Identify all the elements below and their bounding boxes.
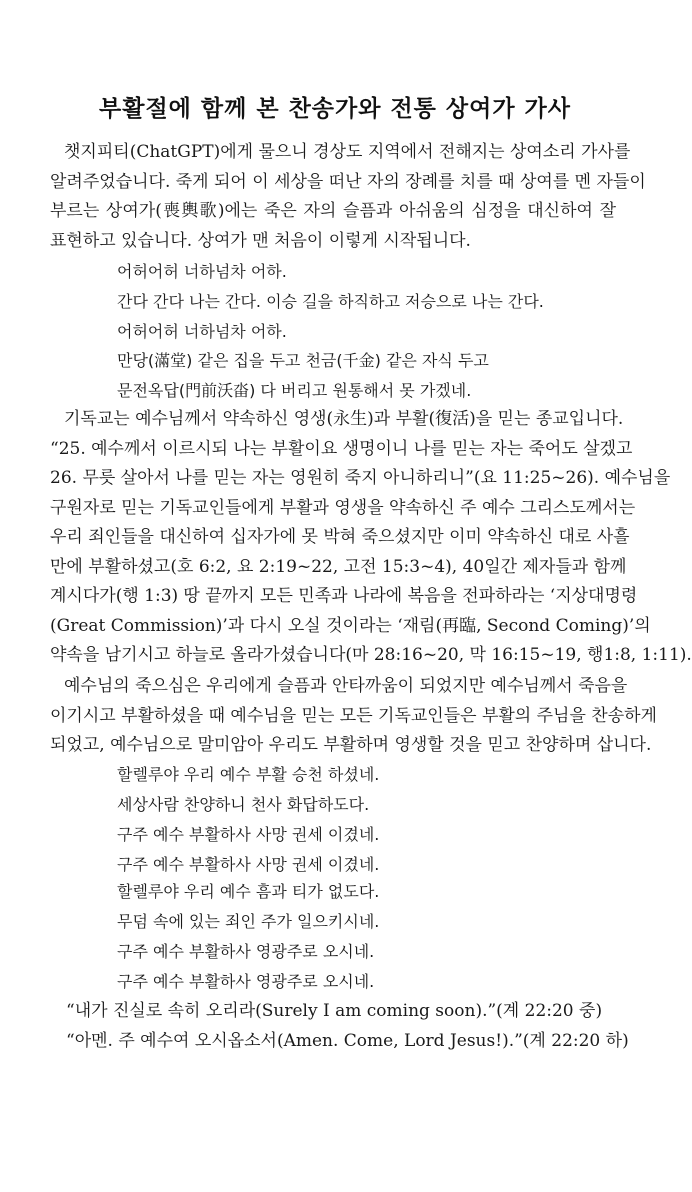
text-line: 알려주었습니다. 죽게 되어 이 세상을 떠난 자의 장례를 치를 때 상여를 멘 자들이: [50, 171, 646, 192]
hymn-verse-2: [117, 877, 617, 997]
bible-quotes: [66, 996, 629, 1056]
text-line: 부르는 상여가(喪輿歌)에는 죽은 자의 슬픔과 아쉬움의 심정을 대신하여 잘: [50, 201, 616, 221]
verse-line: 간다 간다 나는 간다. 이승 길을 하직하고 저승으로 나는 간다.: [117, 292, 544, 311]
verse-line: 만당(滿堂) 같은 집을 두고 천금(千金) 같은 자식 두고: [117, 351, 489, 370]
verse-line: 어허어허 너하넘차 어하.: [117, 262, 287, 281]
verse-line: 구주 예수 부활하사 영광주로 오시네.: [117, 972, 375, 991]
text-line: 되었고, 예수님으로 말미암아 우리도 부활하며 영생할 것을 믿고 찬양하며 삽니다.: [50, 735, 652, 755]
verse-line: 할렐루야 우리 예수 부활 승천 하셨네.: [117, 765, 380, 784]
text-line: 구원자로 믿는 기독교인들에게 부활과 영생을 약속하신 주 예수 그리스도께서는: [50, 497, 636, 518]
verse-line: 어허어허 너하넘차 어하.: [117, 322, 287, 341]
verse-line: 무덤 속에 있는 죄인 주가 일으키시네.: [117, 912, 380, 931]
text-line: “25. 예수께서 이르시되 나는 부활이요 생명이니 나를 믿는 자는 죽어도 살겠고: [50, 438, 633, 459]
intro-paragraph: [50, 138, 646, 256]
text-line: 약속을 남기시고 하늘로 올라가셨습니다(마 28:16~20, 막 16:15~19, 행1:8, 1:11).: [50, 645, 692, 665]
bible-quote: “아멘. 주 예수여 오시옵소서(Amen. Come, Lord Jesus!).”(계 22:20 하): [66, 1031, 629, 1051]
christianity-paragraph: [50, 405, 692, 671]
hymn-verse-1: [117, 760, 617, 880]
verse-line: 할렐루야 우리 예수 흠과 티가 없도다.: [117, 882, 380, 901]
resurrection-paragraph: [50, 672, 657, 761]
funeral-song-verse-2: [117, 346, 617, 406]
funeral-song-verse-1: [117, 257, 617, 347]
verse-line: 구주 예수 부활하사 사망 권세 이겼네.: [117, 825, 380, 844]
text-line: 만에 부활하셨고(호 6:2, 요 2:19~22, 고전 15:3~4), 40일간 제자들과 함께: [50, 556, 627, 577]
verse-line: 구주 예수 부활하사 영광주로 오시네.: [117, 942, 375, 961]
text-line: 계시다가(행 1:3) 땅 끝까지 모든 민족과 나라에 복음을 전파하라는 ‘지상대명령: [50, 586, 638, 606]
verse-line: 구주 예수 부활하사 사망 권세 이겼네.: [117, 855, 380, 874]
verse-line: 문전옥답(門前沃畓) 다 버리고 원통해서 못 가겠네.: [117, 381, 472, 400]
text-line: 기독교는 예수님께서 약속하신 영생(永生)과 부활(復活)을 믿는 종교입니다.: [64, 409, 624, 429]
text-line: 표현하고 있습니다. 상여가 맨 처음이 이렇게 시작됩니다.: [50, 230, 471, 251]
text-line: 우리 죄인들을 대신하여 십자가에 못 박혀 죽으셨지만 이미 약속하신 대로 사흘: [50, 527, 630, 547]
page-title: 부활절에 함께 본 찬송가와 전통 상여가 가사: [99, 96, 571, 122]
verse-line: 세상사람 찬양하니 천사 화답하도다.: [117, 795, 370, 814]
text-line: 예수님의 죽으심은 우리에게 슬픔과 안타까움이 되었지만 예수님께서 죽음을: [64, 676, 628, 696]
text-line: 챗지피티(ChatGPT)에게 물으니 경상도 지역에서 전해지는 상여소리 가사를: [64, 142, 631, 162]
text-line: (Great Commission)’과 다시 오실 것이라는 ‘재림(再臨, Second Coming)’의: [50, 615, 651, 636]
bible-quote: “내가 진실로 속히 오리라(Surely I am coming soon).”(계 22:20 중): [66, 1001, 603, 1021]
text-line: 26. 무릇 살아서 나를 믿는 자는 영원히 죽지 아니하리니”(요 11:25~26). 예수님을: [50, 468, 671, 488]
text-line: 이기시고 부활하셨을 때 예수님을 믿는 모든 기독교인들은 부활의 주님을 찬송하게: [50, 705, 657, 726]
